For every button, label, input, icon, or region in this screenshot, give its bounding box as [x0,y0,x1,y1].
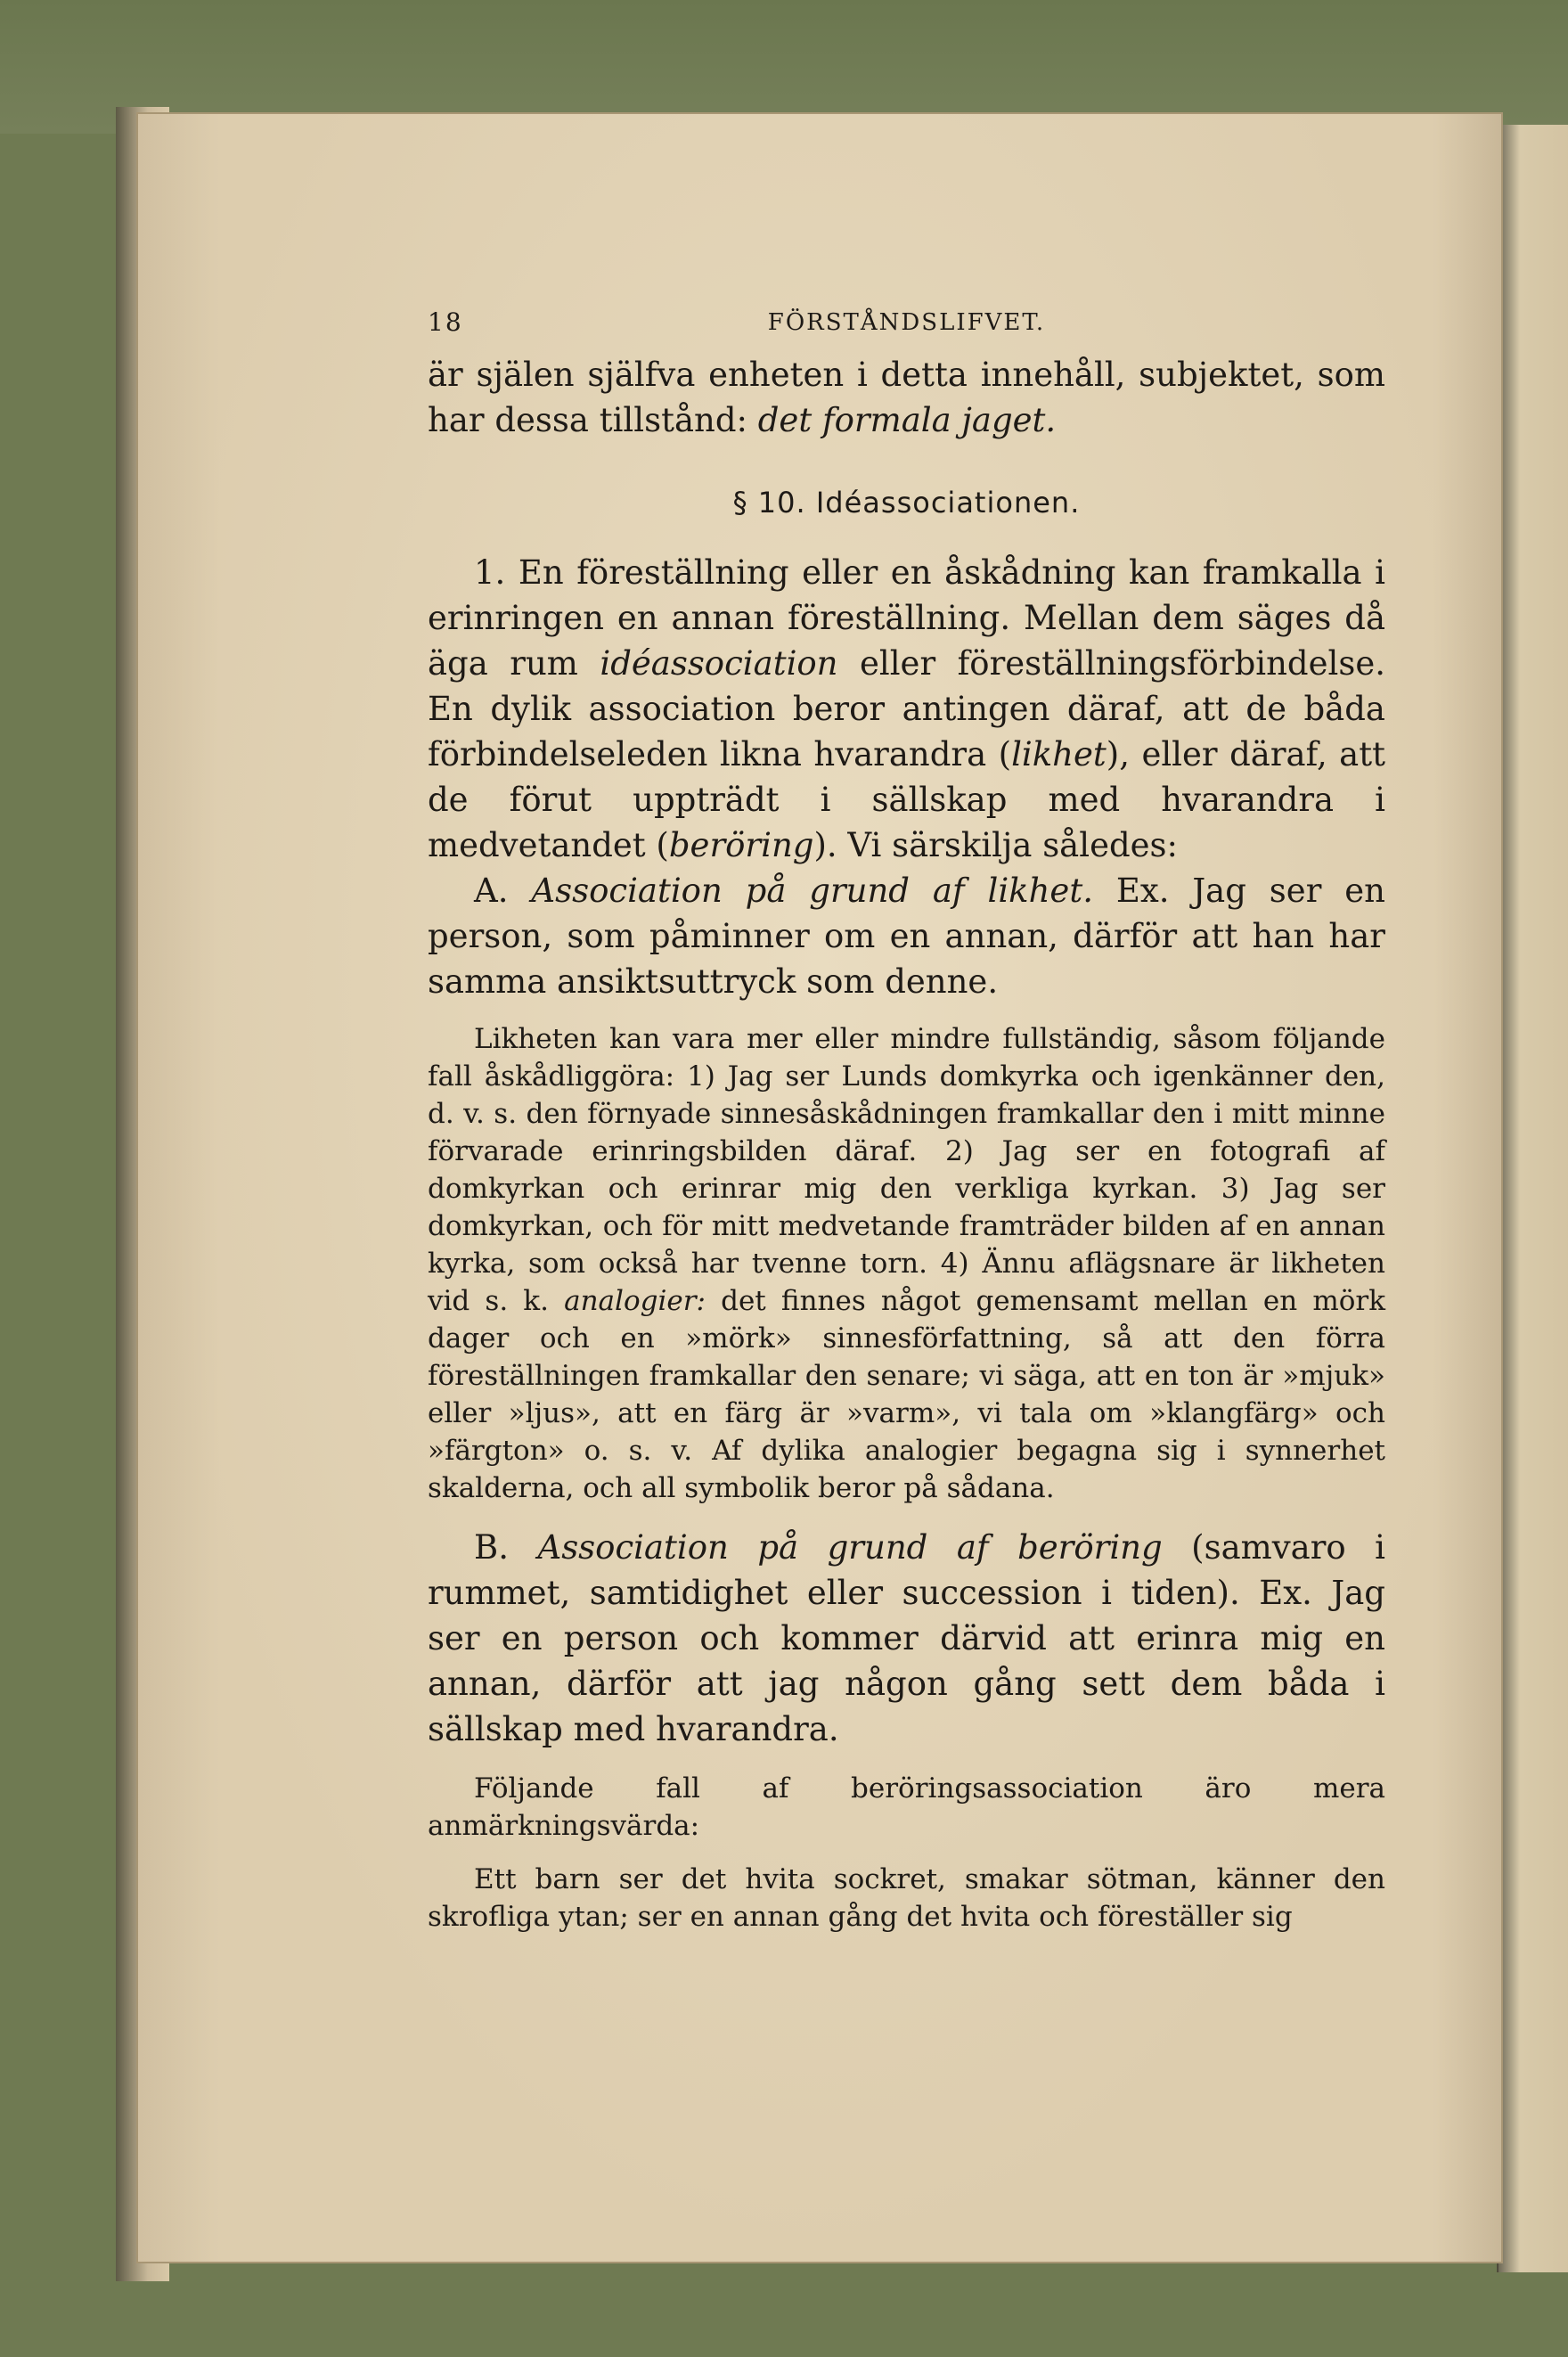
italic-term: likhet [1011,735,1107,773]
facing-page-edge [1497,125,1568,2272]
page-number: 18 [428,307,463,337]
page-text [428,307,1385,1936]
paragraph-1: 1. En föreställning eller en åskådning kan framkalla i erinringen en annan föreställning. Mellan dem säges då äga rum idéassociation eller föreställningsförbindelse. En dylik association beror antingen däraf, att de båda förbindelseleden likna hvarandra (likhet), eller däraf, att de förut uppträdt i sällskap med hvarandra i medvetandet (beröring). Vi särskilja således: [428,553,1385,864]
italic-term: beröring [668,826,814,864]
running-head [428,307,1385,352]
italic-term: analogier: [564,1285,706,1317]
paragraph-continuation: är själen själfva enheten i detta innehåll, subjektet, som har dessa tillstånd: det formala jaget. [428,356,1385,439]
section-heading: § 10. Idéassociationen. [732,486,1081,520]
paragraph-small-beroring: Följande fall af beröringsassociation äro mera anmärkningsvärda: [428,1772,1385,1842]
italic-heading: Association på grund af beröring [537,1528,1163,1567]
italic-heading: Association på grund af likhet. [531,872,1093,910]
italic-term: det formala jaget. [757,401,1057,439]
paragraph-small-example: Ett barn ser det hvita sockret, smakar sötman, känner den skrofliga ytan; ser en annan gång det hvita och föreställer sig [428,1863,1385,1933]
italic-term: idéassociation [600,644,838,683]
paragraph-a: A. Association på grund af likhet. Ex. Jag ser en person, som påminner om en annan, därför att han har samma ansiktsuttryck som denne. [428,872,1385,1001]
paragraph-b: B. Association på grund af beröring (samvaro i rummet, samtidighet eller succession i tiden). Ex. Jag ser en person och kommer därvid att erinra mig en annan, därför att jag någon gång sett dem båda i sällskap med hvarandra. [428,1528,1386,1748]
paragraph-small-likhet: Likheten kan vara mer eller mindre fullständig, såsom följande fall åskådliggöra: 1) Jag ser Lunds domkyrka och igenkänner den, d. v. s. den förnyade sinnesåskådningen framkallar den i mitt minne förvarade erinringsbilden däraf. 2) Jag ser en fotografi af domkyrkan och erinrar mig den verkliga kyrkan. 3) Jag ser domkyrkan, och för mitt medvetande framträder bilden af en annan kyrka, som också har tvenne torn. 4) Ännu aflägsnare är likheten vid s. k. analogier: det finnes något gemensamt mellan en mörk dager och en »mörk» sinnesförfattning, så att den förra föreställningen framkallar den senare; vi säga, att en ton är »mjuk» eller »ljus», att en färg är »varm», vi tala om »klangfärg» och »färgton» o. s. v. Af dylika analogier begagna sig i synnerhet skalderna, och all symbolik beror på sådana. [428,1023,1385,1504]
running-title: FÖRSTÅNDSLIFVET. [767,309,1046,336]
